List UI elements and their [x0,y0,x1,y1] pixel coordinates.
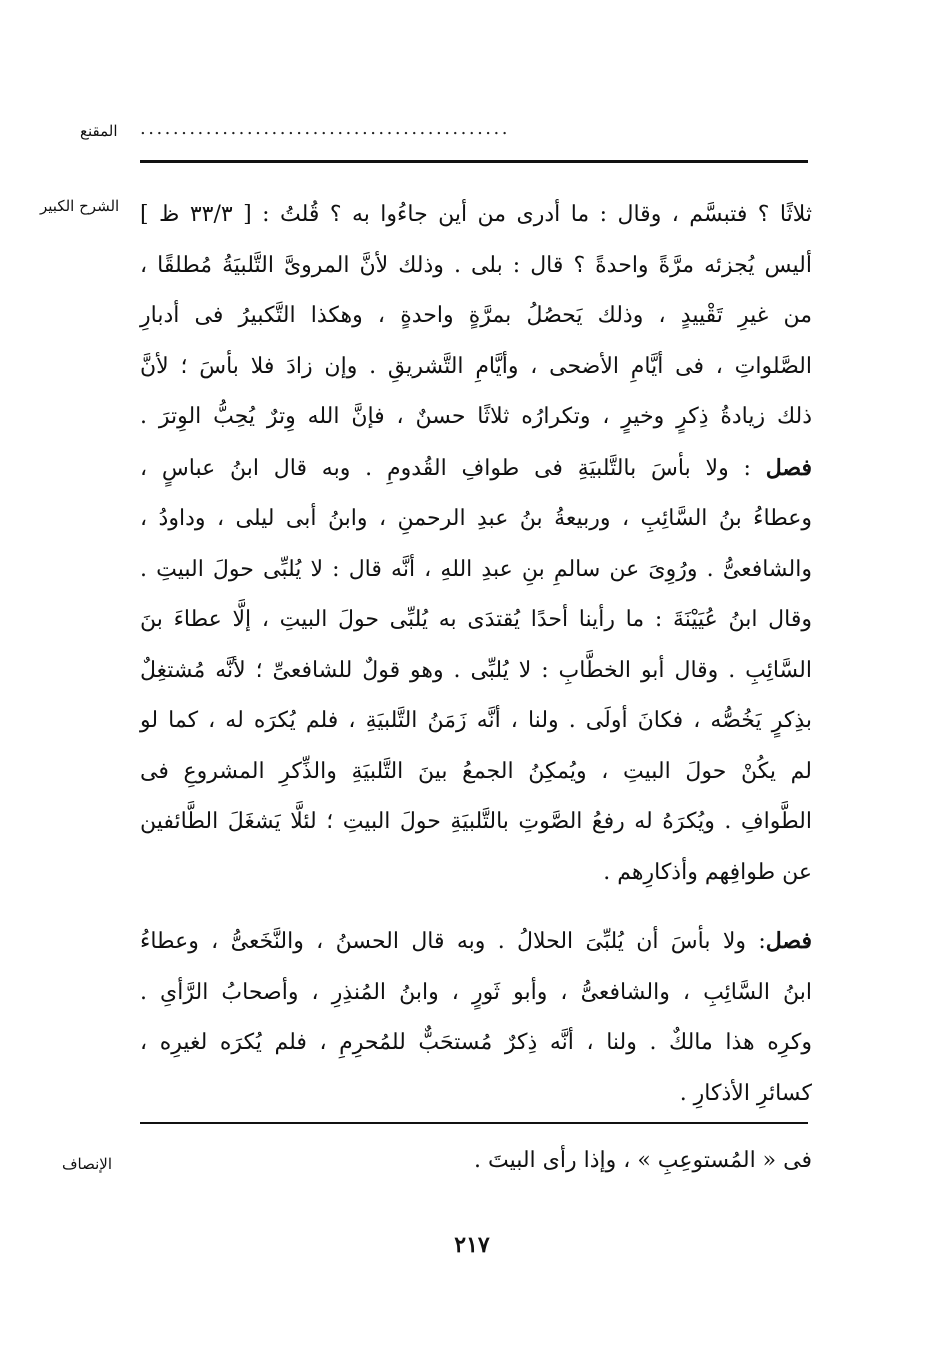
text-line [140,443,812,495]
text-line: بذِكرٍ يَخُصُّه ، فكانَ أولَى . ولنا ، أنَّه زَمَنُ التَّلبيَةِ ، فلم يُكرَه له ، كما لو [140,708,812,733]
text-line: وكرِه هذا مالكٌ . ولنا ، أنَّه ذِكرٌ مُستحَبٌّ للمُحرِمِ ، فلم يُكرَه لغيرِه ، [140,1030,812,1055]
text-line: كسائرِ الأذكارِ . [679,1080,812,1106]
paragraph-3 [140,916,812,1119]
paragraph-gap [140,898,812,916]
text-line-content: : ولا بأسَ أن يُلبِّىَ الحلالُ . وبه قال الحسنُ ، والنَّخَعىُّ ، وعطاءُ [140,929,766,954]
text-line: والشافعىُّ . ورُوِىَ عن سالمِ بنِ عبدِ اللهِ ، أنَّه قال : لا يُلبِّى حولَ البيتِ . [140,556,812,582]
header-dot-leader: ............................................. [140,118,510,139]
text-line: السَّائِبِ . وقال أبو الخطَّابِ : لا يُلبِّى . وهو قولٌ للشافعىِّ ؛ لأنَّه مُشتغِلٌ [140,657,812,683]
section-heading: فصل [765,454,812,481]
footnote: فى « المُستوعِبِ » ، وإذا رأى البيتَ . [473,1148,812,1173]
text-line: أليس يُجزئه مرَّةً واحدةً ؟ قال : بلى . وذلك لأنَّ المروىَّ التَّلبيَةُ مُطلقًا ، [140,252,812,278]
text-line: ابنُ السَّائِبِ ، والشافعىُّ ، وأبو ثَورٍ ، وابنُ المُنذِرِ ، وأصحابُ الرَّأىِ . [140,979,812,1005]
side-label-sharh: الشرح الكبير [40,197,120,215]
section-heading: فصل [765,928,813,954]
header-rule [140,160,808,163]
text-line [140,916,812,968]
text-line: من غيرِ تَقْييدٍ ، وذلك يَحصُلُ بمرَّةٍ واحدةٍ ، وهكذا التَّكبيرُ فى أدبارِ [140,303,812,328]
text-line: الصَّلواتِ ، فى أيَّامِ الأضحى ، وأيَّامِ التَّشريقِ . وإن زادَ فلا بأسَ ؛ لأنَّ [140,353,812,379]
side-label-insaf: الإنصاف [62,1155,113,1173]
text-line: عن طوافِهم وأذكارِهم . [603,859,812,885]
paragraph-2 [140,443,812,899]
page-number: ٢١٧ [454,1232,490,1258]
text-line-content: : ولا بأسَ بالتَّلبيَةِ فى طوافِ القُدومِ . وبه قال ابنُ عباسٍ ، [140,455,751,481]
header-book-title: المقنع [80,122,118,140]
text-line: الطَّوافِ . ويُكرَهُ له رفعُ الصَّوتِ بالتَّلبيَةِ حولَ البيتِ ؛ لئلَّا يَشغَلَ الطَّائفين [140,809,812,834]
main-text [140,190,812,1119]
text-line: ذلك زيادةُ ذِكرٍ وخيرٍ ، وتكرارُه ثلاثًا حسنٌ ، فإنَّ الله وِترٌ يُحِبُّ الوِترَ . [140,404,812,429]
text-line: وقال ابنُ عُيَيْنَةَ : ما رأينا أحدًا يُقتدَى به يُلبِّى حولَ البيتِ ، إلَّا عطاءَ بنَ [140,607,812,632]
text-line: لم يكُنْ حولَ البيتِ ، ويُمكِنُ الجمعُ بينَ التَّلبيَةِ والذِّكرِ المشروعِ فى [140,758,812,784]
text-line: وعطاءُ بنُ السَّائِبِ ، وربيعةُ بنُ عبدِ الرحمنِ ، وابنُ أبى ليلى ، وداودُ ، [140,506,812,531]
footnote-rule [140,1122,808,1124]
paragraph-1 [140,190,812,443]
text-line: ثلاثًا ؟ فتبسَّم ، وقال : ما أدرى من أين جاءُوا به ؟ قُلتُ : [ ٣٣/٣ ظ ] [140,202,812,227]
